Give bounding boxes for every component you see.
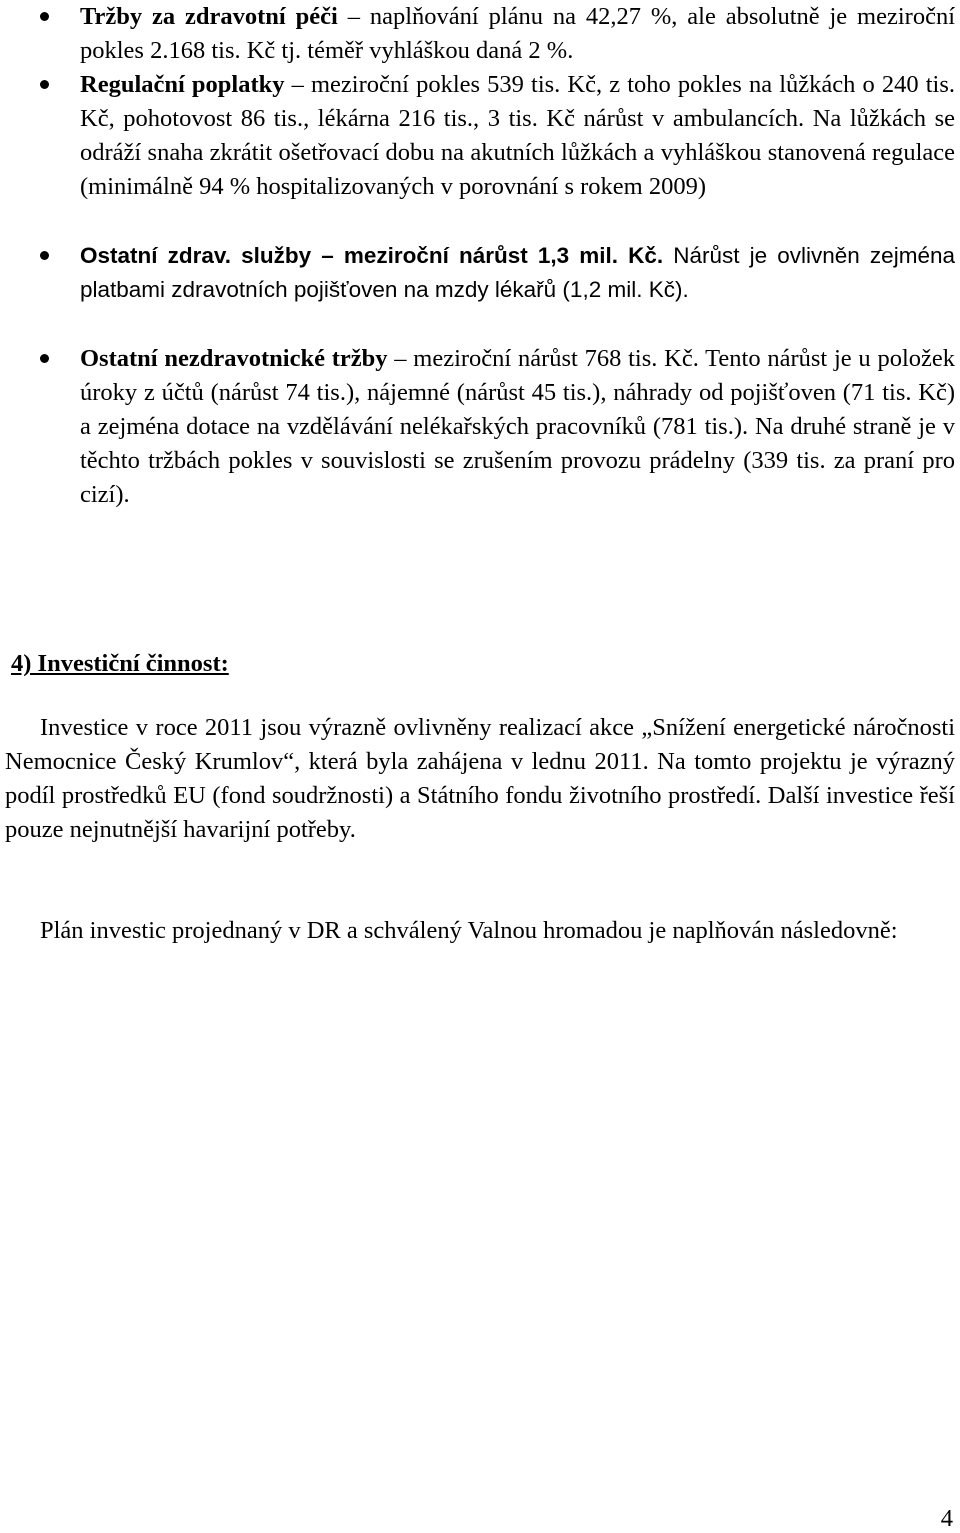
section-heading: 4) Investiční činnost:	[11, 650, 229, 677]
bullet-dash: –	[311, 243, 344, 268]
bullet-dot-icon	[40, 354, 49, 363]
plan-paragraph: Plán investic projednaný v DR a schválený Valnou hromadou je naplňován následovně:	[40, 917, 898, 944]
bullet-regulatory-fees	[40, 68, 955, 204]
bullet-body: meziroční pokles 539 tis. Kč, z toho pokles na lůžkách o 240 tis. Kč, pohotovost 86 tis., lékárna 216 tis., 3 tis. Kč nárůst v ambulancích. Na lůžkách se odráží snaha zkrátit ošetřovací dobu na akutních lůžkách a vyhláškou stanovená regulace (minimálně 94 % hospitalizovaných v porovnání s rokem 2009)	[80, 71, 955, 200]
investment-paragraph: Investice v roce 2011 jsou výrazně ovlivněny realizací akce „Snížení energetické náročnosti Nemocnice Český Krumlov“, která byla zahájena v lednu 2011. Na tomto projektu je výrazný podíl prostředků EU (fond soudržnosti) a Státního fondu životního prostředí. Další investice řeší pouze nejnutnější havarijní potřeby.	[5, 714, 955, 843]
bullet-dash: –	[284, 71, 311, 98]
revenue-bullet-list	[40, 0, 955, 512]
bullet-dot-icon	[40, 251, 49, 260]
bullet-other-health-services	[40, 239, 955, 307]
bullet-dot-icon	[40, 80, 49, 89]
bullet-healthcare-revenue	[40, 0, 955, 68]
bullet-body-bold: meziroční nárůst 1,3 mil. Kč.	[343, 243, 664, 268]
bullet-lead: Regulační poplatky	[80, 71, 285, 98]
bullet-body: naplňování plánu na 42,27 %, ale absolutně je meziroční pokles 2.168 tis. Kč tj. téměř vyhláškou daná 2 %.	[80, 3, 956, 64]
bullet-body: Nárůst je ovlivněn zejména platbami zdravotních pojišťoven na mzdy lékařů (1,2 mil. Kč).	[80, 243, 955, 302]
bullet-body: meziroční nárůst 768 tis. Kč. Tento nárůst je u položek úroky z účtů (nárůst 74 tis.), nájemné (nárůst 45 tis.), náhrady od pojišťoven (71 tis. Kč) a zejména dotace na vzdělávání nelékařských pracovníků (781 tis.). Na druhé straně je v těchto tržbách pokles v souvislosti se zrušením provozu prádelny (339 tis. za praní pro cizí).	[80, 345, 955, 508]
bullet-dash: –	[337, 3, 370, 30]
page-number: 4	[940, 1505, 953, 1532]
bullet-lead: Tržby za zdravotní péči	[80, 3, 338, 30]
bullet-lead: Ostatní zdrav. služby	[80, 243, 312, 268]
bullet-dash: –	[387, 345, 414, 372]
bullet-dot-icon	[40, 12, 49, 21]
bullet-lead: Ostatní nezdravotnické tržby	[80, 345, 388, 372]
bullet-other-nonhealth-revenue	[40, 342, 955, 512]
